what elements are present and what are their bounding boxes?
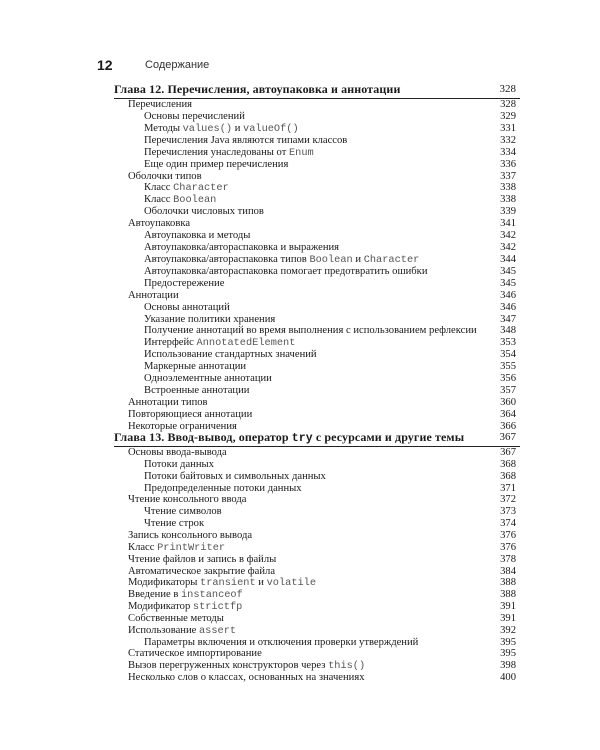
toc-entry[interactable] — [114, 361, 520, 373]
toc-entry-title — [144, 242, 339, 254]
toc-entry-title — [144, 206, 264, 218]
toc-entry-page: 337 — [500, 170, 516, 182]
toc-entry-text: Несколько слов о классах, основанных на значениях — [128, 672, 365, 684]
toc-entry-text: Статическое импортирование — [128, 648, 262, 660]
toc-entry-title — [144, 373, 272, 385]
toc-entry-title — [128, 613, 224, 625]
toc-entry-code: Character — [173, 182, 229, 195]
chapter-12-heading[interactable] — [114, 82, 520, 99]
toc-entry[interactable] — [114, 290, 520, 302]
toc-entry[interactable] — [114, 530, 520, 542]
toc-entry[interactable] — [114, 447, 520, 459]
toc-entry-title — [128, 409, 252, 421]
toc-entry-text: Класс — [144, 182, 174, 194]
toc-entry-title — [144, 518, 204, 530]
toc-entry[interactable] — [114, 601, 520, 613]
toc-entry[interactable] — [114, 660, 520, 672]
toc-entry[interactable] — [114, 409, 520, 421]
toc-entry[interactable] — [114, 242, 520, 254]
toc-entry[interactable] — [114, 483, 520, 495]
toc-entry-text: Автоупаковка/автораспаковка типов — [144, 253, 310, 265]
toc-entry-page: 373 — [500, 506, 516, 518]
toc-entry-page: 354 — [500, 349, 516, 361]
toc-entry-title — [144, 123, 299, 135]
toc-entry-page: 334 — [500, 146, 516, 158]
toc-entry-page: 388 — [500, 589, 516, 601]
toc-entry-title — [128, 577, 316, 589]
toc-entry[interactable] — [114, 278, 520, 290]
toc-entry-page: 367 — [500, 447, 516, 458]
toc-entry-title — [144, 637, 418, 649]
toc-entry-page: 378 — [500, 553, 516, 565]
toc-entry-title — [144, 506, 222, 518]
toc-entry-page: 345 — [500, 265, 516, 277]
toc-entry-text: Собственные методы — [128, 612, 224, 624]
toc-entry-text: Еще один пример перечисления — [144, 158, 289, 170]
toc-entry-title — [128, 171, 202, 183]
toc-entry-title — [144, 159, 288, 171]
toc-entry-title — [128, 589, 243, 601]
toc-entry-text: Интерфейс — [144, 337, 197, 349]
toc-entry-text: Перечисления Java являются типами классов — [144, 134, 348, 146]
toc-entry-title — [144, 325, 477, 337]
toc-entry-title — [144, 349, 317, 361]
toc-entry-title — [144, 194, 216, 206]
toc-entry[interactable] — [114, 218, 520, 230]
toc-entry-code: instanceof — [181, 589, 243, 602]
toc-entry[interactable] — [114, 577, 520, 589]
toc-entry[interactable] — [114, 135, 520, 147]
toc-entry-text: Повторяющиеся аннотации — [128, 408, 253, 420]
toc-entry-text: Автоупаковка и методы — [144, 230, 251, 242]
toc-entry-text: Модификатор — [128, 601, 193, 613]
toc-entry-text: Некоторые ограничения — [128, 420, 237, 432]
toc-entry-text: Параметры включения и отключения проверки утверждений — [144, 636, 419, 648]
toc-entry[interactable] — [114, 589, 520, 601]
toc-entry[interactable] — [114, 349, 520, 361]
toc-entry[interactable] — [114, 337, 520, 349]
toc-entry[interactable] — [114, 672, 520, 684]
toc-entry-page: 342 — [500, 242, 516, 254]
toc-entry-page: 348 — [500, 325, 516, 337]
toc-entry-text: Перечисления — [128, 99, 192, 110]
toc-entry-code: Boolean — [309, 253, 353, 266]
toc-entry-title — [128, 99, 192, 111]
toc-entry-text: и — [232, 122, 244, 134]
toc-entry-page: 344 — [500, 253, 516, 265]
toc-entry-code: AnnotatedElement — [196, 337, 296, 350]
toc-entry-text: Автоупаковка — [128, 218, 191, 230]
toc-entry-title — [128, 660, 365, 672]
chapter-title: Глава 12. Перечисления, автоупаковка и аннотации — [114, 82, 401, 96]
toc-entry[interactable] — [114, 494, 520, 506]
toc-entry-text: Методы — [144, 122, 183, 134]
toc-entry-page: 331 — [500, 122, 516, 134]
toc-entry-text: Чтение файлов и запись в файлы — [128, 553, 277, 565]
toc-entry-text: Оболочки числовых типов — [144, 206, 264, 218]
toc-entry[interactable] — [114, 518, 520, 530]
chapter-title-code: try — [291, 432, 313, 445]
toc-entry-title — [144, 111, 245, 123]
toc-entry-code: valueOf() — [243, 122, 299, 135]
toc-entry-title — [144, 471, 326, 483]
toc-entry[interactable] — [114, 99, 520, 111]
toc-entry-title — [144, 483, 302, 495]
toc-entry-page: 332 — [500, 134, 516, 146]
toc-entry-text: Запись консольного вывода — [128, 529, 253, 541]
toc-entry[interactable] — [114, 325, 520, 337]
toc-entry-page: 376 — [500, 541, 516, 553]
toc-entry-text: Использование стандартных значений — [144, 349, 317, 361]
toc-entry-title — [144, 147, 314, 159]
toc-entry-page: 400 — [500, 672, 516, 684]
running-head — [97, 57, 517, 77]
toc-entry[interactable] — [114, 147, 520, 159]
toc-entry[interactable] — [114, 230, 520, 242]
toc-entry[interactable] — [114, 171, 520, 183]
toc-entry-code: Boolean — [173, 194, 217, 207]
toc-entry-title — [128, 672, 365, 684]
toc-entry-page: 346 — [500, 289, 516, 301]
toc-entry-title — [144, 385, 249, 397]
toc-entry-page: 328 — [500, 99, 516, 110]
toc-entry-text: Вызов перегруженных конструкторов через — [128, 660, 329, 672]
toc-entry-page: 395 — [500, 648, 516, 660]
toc-entry-text: Использование — [128, 624, 199, 636]
toc-entry-text: Класс — [128, 541, 158, 553]
toc-entry-text: Оболочки типов — [128, 170, 202, 182]
toc-entry[interactable] — [114, 471, 520, 483]
toc-entry-title — [144, 278, 224, 290]
page-number: 12 — [97, 57, 113, 73]
toc-entry[interactable] — [114, 506, 520, 518]
toc-entry-page: 374 — [500, 518, 516, 530]
toc-entry-text: Перечисления унаследованы от — [144, 146, 289, 158]
toc-entry-code: this() — [328, 660, 366, 673]
toc-entry[interactable] — [114, 385, 520, 397]
toc-entry-page: 357 — [500, 385, 516, 397]
toc-entry-text: Аннотации типов — [128, 397, 208, 408]
toc-entry-title — [128, 625, 236, 637]
toc-entry-text: Предостережение — [144, 277, 225, 289]
toc-entry-title — [128, 218, 190, 230]
toc-entry-page: 338 — [500, 182, 516, 194]
chapter-title-text: с ресурсами и другие темы — [312, 430, 465, 444]
toc-entry[interactable] — [114, 625, 520, 637]
chapter-page: 328 — [499, 83, 516, 95]
toc-entry-text: и — [352, 253, 364, 265]
toc-entry[interactable] — [114, 302, 520, 314]
toc-entry-page: 347 — [500, 313, 516, 325]
toc-entry[interactable] — [114, 373, 520, 385]
chapter-title — [114, 430, 464, 445]
toc-entry-page: 366 — [500, 420, 516, 432]
toc-entry[interactable] — [114, 554, 520, 566]
toc-entry-page: 345 — [500, 277, 516, 289]
toc-entry-page: 338 — [500, 194, 516, 206]
toc-entry-text: Маркерные аннотации — [144, 361, 247, 373]
toc-entry[interactable] — [114, 397, 520, 409]
toc-entry[interactable] — [114, 206, 520, 218]
toc-entry-title — [144, 302, 230, 314]
toc-entry[interactable] — [114, 194, 520, 206]
toc-entry-text: Основы аннотаций — [144, 301, 230, 313]
toc-entry-text: Модификаторы — [128, 577, 201, 589]
toc-entry-title — [128, 554, 276, 566]
toc-entry-page: 342 — [500, 230, 516, 242]
toc-entry[interactable] — [114, 542, 520, 554]
toc-entry-code: Character — [363, 253, 420, 266]
toc-entry-code: Enum — [288, 146, 314, 159]
toc-entry-text: Одноэлементные аннотации — [144, 373, 272, 385]
toc-entry-text: Класс — [144, 194, 174, 206]
toc-entry-title — [128, 542, 225, 554]
chapter-13-heading[interactable] — [114, 430, 520, 447]
toc-entry-text: и — [255, 577, 267, 589]
toc-entry-text: Указание политики хранения — [144, 313, 276, 325]
toc-entry-code: PrintWriter — [157, 541, 226, 554]
toc-entry-page: 368 — [500, 470, 516, 482]
toc-entry-title — [144, 182, 229, 194]
toc-entry[interactable] — [114, 111, 520, 123]
toc-entry[interactable] — [114, 566, 520, 578]
toc-entry-title — [144, 314, 275, 326]
toc-entry[interactable] — [114, 123, 520, 135]
toc-entry-text: Автоупаковка/автораспаковка и выражения — [144, 242, 340, 254]
toc-entry-text: Чтение консольного ввода — [128, 494, 247, 506]
toc-entry-title — [144, 230, 250, 242]
toc-entry-page: 372 — [500, 494, 516, 506]
toc-entry-title — [128, 290, 179, 302]
toc-entry[interactable] — [114, 613, 520, 625]
toc-entry[interactable] — [114, 254, 520, 266]
toc-entry-text: Чтение символов — [144, 506, 222, 518]
toc-entry-title — [128, 494, 246, 506]
toc-entry-title — [128, 447, 227, 459]
toc-entry-title — [128, 530, 252, 542]
toc-entry-text: Автоупаковка/автораспаковка помогает предотвратить ошибки — [144, 265, 428, 277]
toc-entry-page: 353 — [500, 337, 516, 349]
toc-entry-page: 384 — [500, 565, 516, 577]
toc-entry[interactable] — [114, 182, 520, 194]
toc-entry-page: 360 — [500, 397, 516, 408]
toc-entry-text: Встроенные аннотации — [144, 385, 250, 397]
toc-entry-text: Основы перечислений — [144, 110, 245, 122]
toc-entry-title — [128, 601, 242, 613]
toc-entry-page: 391 — [500, 612, 516, 624]
toc-entry-page: 395 — [500, 636, 516, 648]
toc-entry-page: 341 — [500, 218, 516, 230]
toc-entry-page: 339 — [500, 206, 516, 218]
toc-entry-page: 364 — [500, 408, 516, 420]
toc-entry-text: Потоки байтовых и символьных данных — [144, 470, 326, 482]
toc-entry-page: 329 — [500, 110, 516, 122]
toc-entry-page: 398 — [500, 660, 516, 672]
chapter-page: 367 — [499, 431, 516, 443]
toc-entry-code: volatile — [266, 577, 317, 590]
toc-entry-code: strictfp — [192, 601, 243, 614]
toc-entry-title — [144, 266, 427, 278]
toc-entry-title — [144, 337, 295, 349]
toc-entry-page: 336 — [500, 158, 516, 170]
toc-entry-text: Чтение строк — [144, 518, 205, 530]
toc-entry-title — [144, 361, 246, 373]
toc-entry-text: Введение в — [128, 589, 181, 601]
toc-entry-page: 368 — [500, 458, 516, 470]
toc-entry-page: 388 — [500, 577, 516, 589]
toc-entry[interactable] — [114, 637, 520, 649]
toc-entry[interactable] — [114, 314, 520, 326]
toc-entry-page: 355 — [500, 361, 516, 373]
toc-entry-title — [144, 459, 214, 471]
toc-entry-text: Предопределенные потоки данных — [144, 482, 302, 494]
toc-entry-page: 356 — [500, 373, 516, 385]
toc-entry[interactable] — [114, 266, 520, 278]
toc-entry-text: Получение аннотаций во время выполнения с использованием рефлексии — [144, 325, 477, 337]
toc-entry-code: values() — [182, 122, 233, 135]
toc-entry-title — [144, 254, 419, 266]
toc-entry-page: 376 — [500, 529, 516, 541]
toc-entry-title — [128, 566, 275, 578]
toc-entry[interactable] — [114, 459, 520, 471]
toc-entry-code: assert — [198, 624, 237, 637]
toc-entry-title — [144, 135, 347, 147]
toc-entry-text: Потоки данных — [144, 458, 214, 470]
toc-entry-title — [128, 397, 208, 409]
toc-entry-title — [128, 648, 262, 660]
toc-entry-page: 346 — [500, 301, 516, 313]
toc-entry-page: 371 — [500, 482, 516, 494]
toc-entry-page: 392 — [500, 624, 516, 636]
toc-entry-page: 391 — [500, 601, 516, 613]
toc-entry[interactable] — [114, 159, 520, 171]
toc-entry-text: Основы ввода-вывода — [128, 447, 227, 458]
toc-entry-code: transient — [200, 577, 256, 590]
toc-entry-text: Автоматическое закрытие файла — [128, 565, 276, 577]
toc-entry-text: Аннотации — [128, 289, 179, 301]
toc-entry[interactable] — [114, 648, 520, 660]
chapter-title-text: Глава 13. Ввод-вывод, оператор — [114, 430, 292, 444]
section-title: Содержание — [145, 59, 210, 71]
